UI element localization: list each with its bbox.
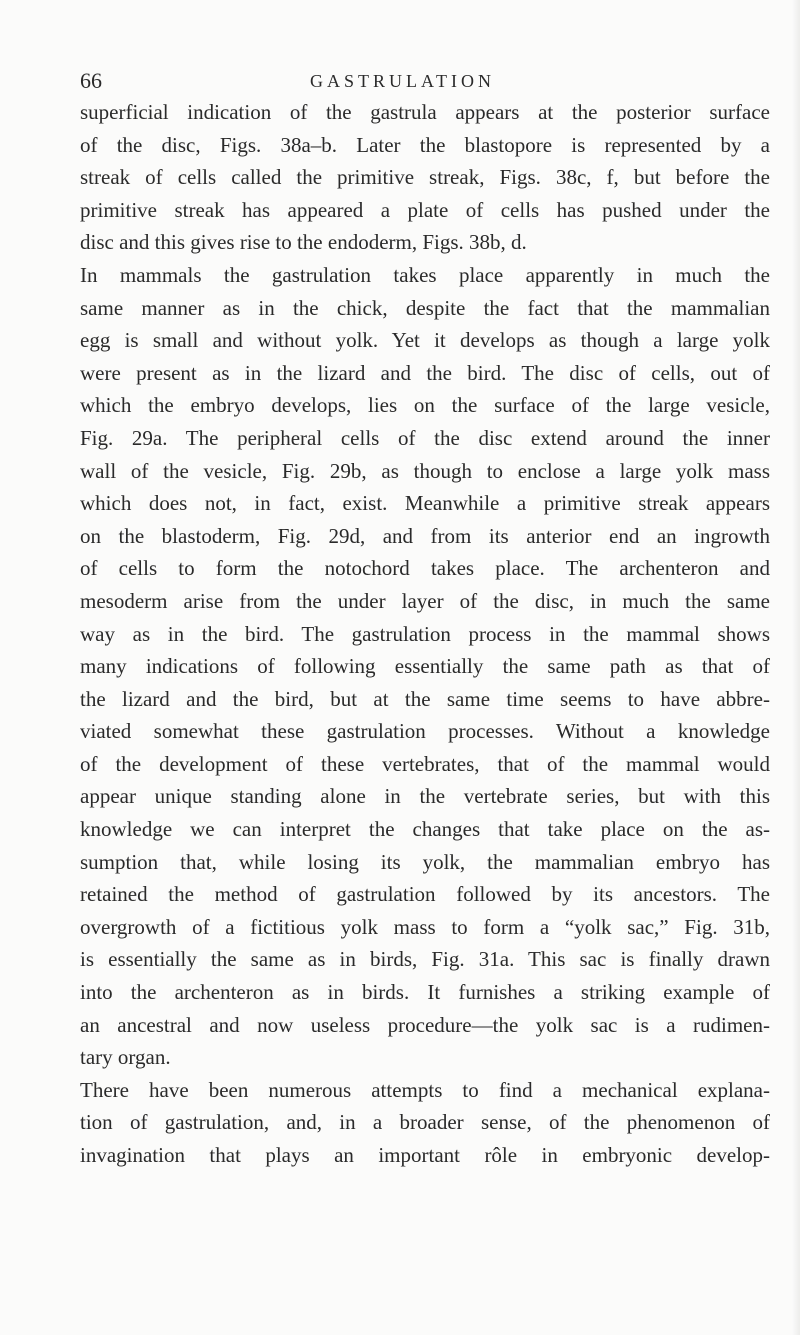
- text-line: sumption that, while losing its yolk, the mammalian embryo has: [80, 849, 770, 874]
- text-line: disc and this gives rise to the endoderm, Figs. 38b, d.: [80, 230, 527, 255]
- text-line: appear unique standing alone in the vertebrate series, but with this: [80, 784, 770, 809]
- text-line: of the disc, Figs. 38a–b. Later the blastopore is represented by a: [80, 132, 770, 157]
- text-line: same manner as in the chick, despite the fact that the mammalian: [80, 295, 770, 320]
- text-line: invagination that plays an important rôle in embryonic develop-: [80, 1143, 770, 1167]
- page-edge-shadow: [792, 0, 800, 1335]
- text-line: streak of cells called the primitive streak, Figs. 38c, f, but before the: [80, 165, 770, 190]
- text-line: which does not, in fact, exist. Meanwhile a primitive streak appears: [80, 491, 770, 516]
- text-line: primitive streak has appeared a plate of cells has pushed under the: [80, 197, 770, 222]
- text-line: wall of the vesicle, Fig. 29b, as though to enclose a large yolk mass: [80, 458, 770, 483]
- text-line: is essentially the same as in birds, Fig. 31a. This sac is finally drawn: [80, 947, 770, 972]
- text-line: viated somewhat these gastrulation processes. Without a knowledge: [80, 719, 770, 744]
- text-line: tion of gastrulation, and, in a broader sense, of the phenomenon of: [80, 1110, 770, 1135]
- text-line: were present as in the lizard and the bird. The disc of cells, out of: [80, 360, 770, 385]
- text-line: retained the method of gastrulation followed by its ancestors. The: [80, 882, 770, 907]
- text-line: an ancestral and now useless procedure—the yolk sac is a rudimen-: [80, 1012, 770, 1037]
- text-line: mesoderm arise from the under layer of the disc, in much the same: [80, 588, 770, 613]
- text-line: superficial indication of the gastrula appears at the posterior surface: [80, 100, 770, 124]
- text-line: Fig. 29a. The peripheral cells of the disc extend around the inner: [80, 425, 770, 450]
- text-line: many indications of following essentially the same path as that of: [80, 654, 770, 679]
- text-line: tary organ.: [80, 1045, 171, 1070]
- text-line: into the archenteron as in birds. It furnishes a striking example of: [80, 980, 770, 1005]
- text-line: In mammals the gastrulation takes place apparently in much the: [80, 262, 770, 287]
- text-line: way as in the bird. The gastrulation process in the mammal shows: [80, 621, 770, 646]
- text-line: which the embryo develops, lies on the surface of the large vesicle,: [80, 393, 770, 418]
- text-line: on the blastoderm, Fig. 29d, and from its anterior end an ingrowth: [80, 523, 770, 548]
- body-text: [80, 96, 770, 1172]
- text-line: There have been numerous attempts to find a mechanical explana-: [80, 1077, 770, 1102]
- text-line: of the development of these vertebrates, that of the mammal would: [80, 751, 770, 776]
- running-head: [80, 66, 770, 96]
- text-line: egg is small and without yolk. Yet it develops as though a large yolk: [80, 328, 770, 353]
- text-line: the lizard and the bird, but at the same time seems to have abbre-: [80, 686, 770, 711]
- text-line: of cells to form the notochord takes place. The archenteron and: [80, 556, 770, 581]
- text-line: overgrowth of a fictitious yolk mass to form a “yolk sac,” Fig. 31b,: [80, 914, 770, 939]
- text-line: knowledge we can interpret the changes that take place on the as-: [80, 817, 770, 842]
- page-number: 66: [80, 68, 102, 93]
- section-title: GASTRULATION: [310, 71, 495, 91]
